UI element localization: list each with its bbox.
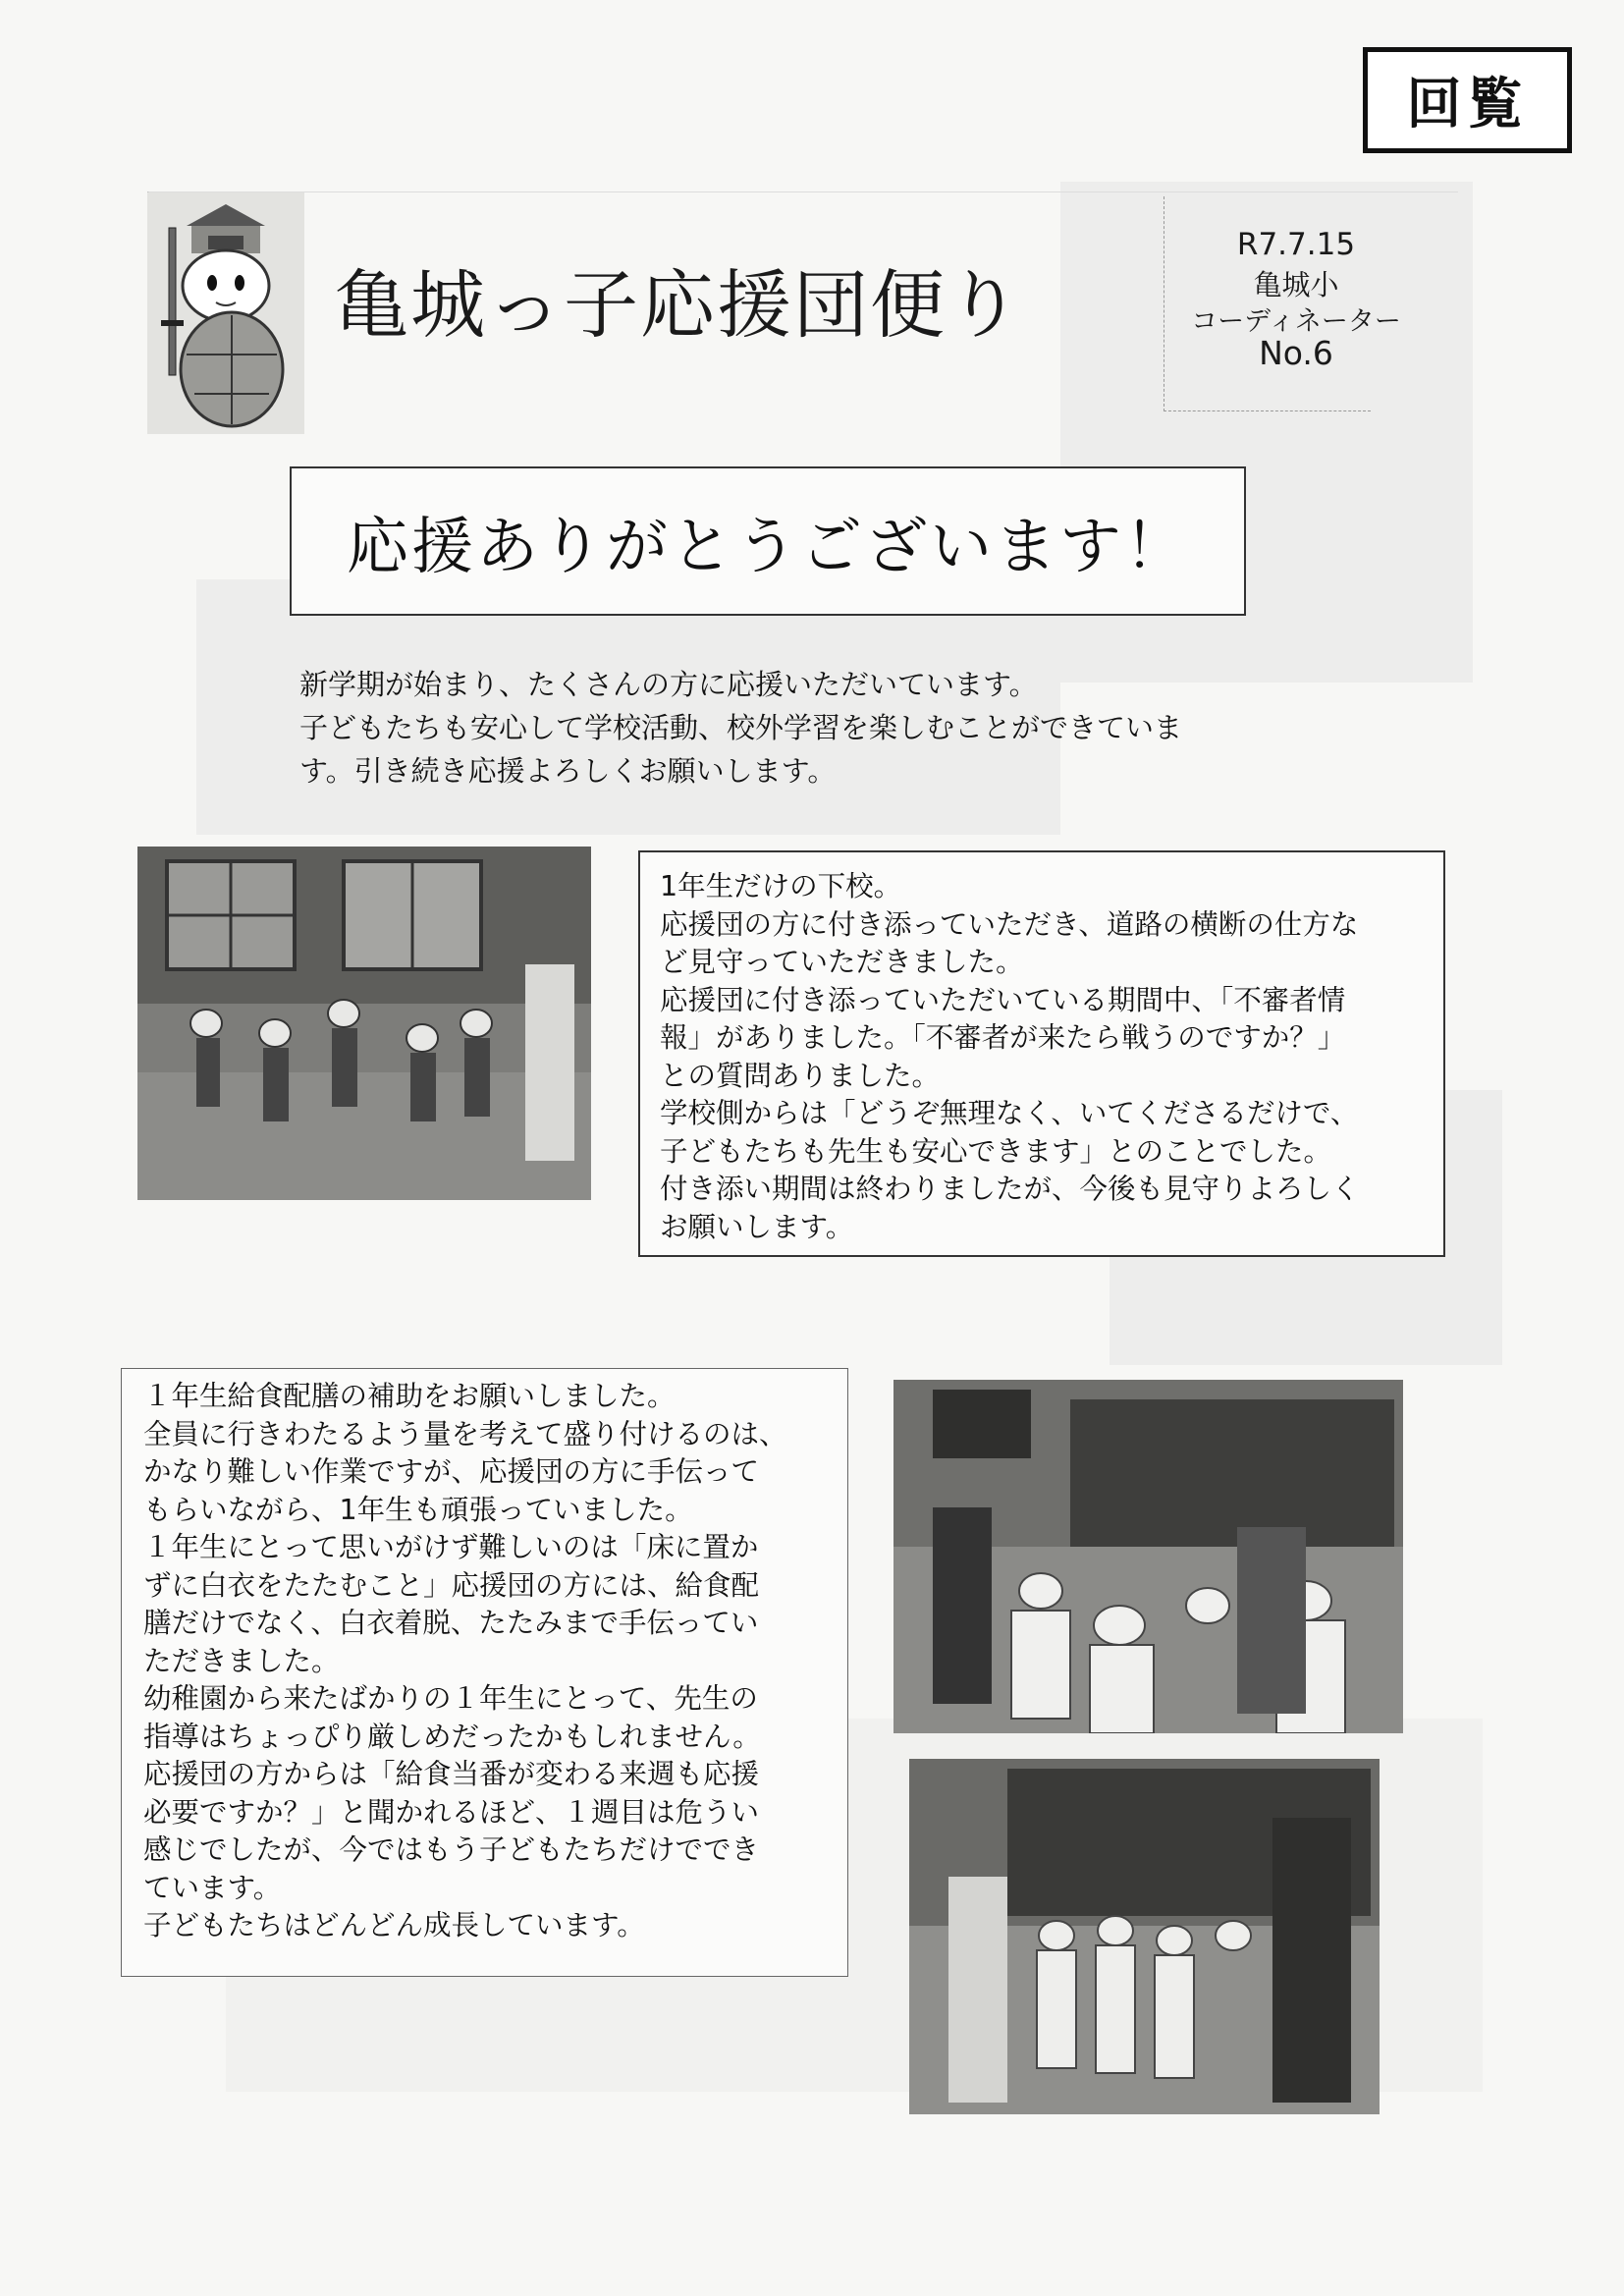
text-line: １年生にとって思いがけず難しいのは「床に置か: [143, 1531, 759, 1563]
text-line: 1年生だけの下校。: [660, 870, 902, 902]
text-line: かなり難しい作業ですが、応援団の方に手伝って: [143, 1455, 760, 1488]
text-line: 幼稚園から来たばかりの１年生にとって、先生の: [143, 1682, 758, 1715]
text-line: との質問ありました。: [660, 1059, 941, 1092]
intro-line: 新学期が始まり、たくさんの方に応援いただいています。: [299, 668, 1038, 701]
text-line: 応援団の方からは「給食当番が変わる来週も応援: [143, 1758, 760, 1790]
text-line: ただきました。: [143, 1644, 340, 1677]
text-line: ています。: [143, 1871, 282, 1904]
coordinator-label: コーディネーター: [1191, 306, 1401, 337]
intro-paragraph: [299, 663, 1182, 793]
school-name: 亀城小: [1253, 268, 1339, 301]
text-line: 指導はちょっぴり厳しめだったかもしれません。: [143, 1720, 761, 1753]
text-line: ずに白衣をたたむこと」応援団の方には、給食配: [143, 1568, 760, 1602]
section-lunch-serving-text: [143, 1378, 787, 1945]
text-line: 必要ですか？」と聞かれるほど、１週目は危うい: [143, 1795, 760, 1829]
mascot-image: [147, 192, 304, 434]
section-walking-home-text: [660, 868, 1360, 1246]
photo-lunch-serving: [893, 1380, 1403, 1733]
issue-number: No.6: [1259, 334, 1333, 372]
text-line: 学校側からは「どうぞ無理なく、いてくださるだけで、: [660, 1097, 1359, 1129]
text-line: 付き添い期間は終わりましたが、今後も見守りよろしく: [660, 1173, 1360, 1205]
text-line: 膳だけでなく、白衣着脱、たたみまで手伝ってい: [143, 1607, 759, 1639]
thanks-banner: 応援ありがとうございます！: [290, 466, 1246, 616]
text-line: 応援団に付き添っていただいている期間中、「不審者情: [660, 983, 1346, 1016]
intro-line: す。引き続き応援よろしくお願いします。: [299, 754, 837, 788]
issue-date: R7.7.15: [1236, 227, 1356, 262]
photo-walking-home: [137, 847, 591, 1200]
text-line: 全員に行きわたるよう量を考えて盛り付けるのは、: [143, 1417, 787, 1450]
text-line: もらいながら、1年生も頑張っていました。: [143, 1493, 693, 1526]
photo-lunch-line: [909, 1759, 1380, 2114]
text-line: 報」がありました。「不審者が来たら戦うのですか？」: [660, 1021, 1346, 1054]
text-line: ど見守っていただきました。: [660, 946, 1024, 978]
text-line: お願いします。: [660, 1210, 854, 1243]
intro-line: 子どもたちも安心して学校活動、校外学習を楽しむことができていま: [299, 711, 1183, 744]
text-line: １年生給食配膳の補助をお願いしました。: [143, 1380, 676, 1412]
text-line: 子どもたちはどんどん成長しています。: [143, 1909, 645, 1941]
text-line: 応援団の方に付き添っていただき、道路の横断の仕方な: [660, 907, 1359, 941]
newsletter-title: 亀城っ子応援団便り: [334, 261, 1023, 349]
text-line: 子どもたちも先生も安心できます」とのことでした。: [660, 1134, 1332, 1168]
circulation-stamp: 回覧: [1363, 47, 1572, 153]
text-line: 感じでしたが、今ではもう子どもたちだけででき: [143, 1833, 760, 1866]
